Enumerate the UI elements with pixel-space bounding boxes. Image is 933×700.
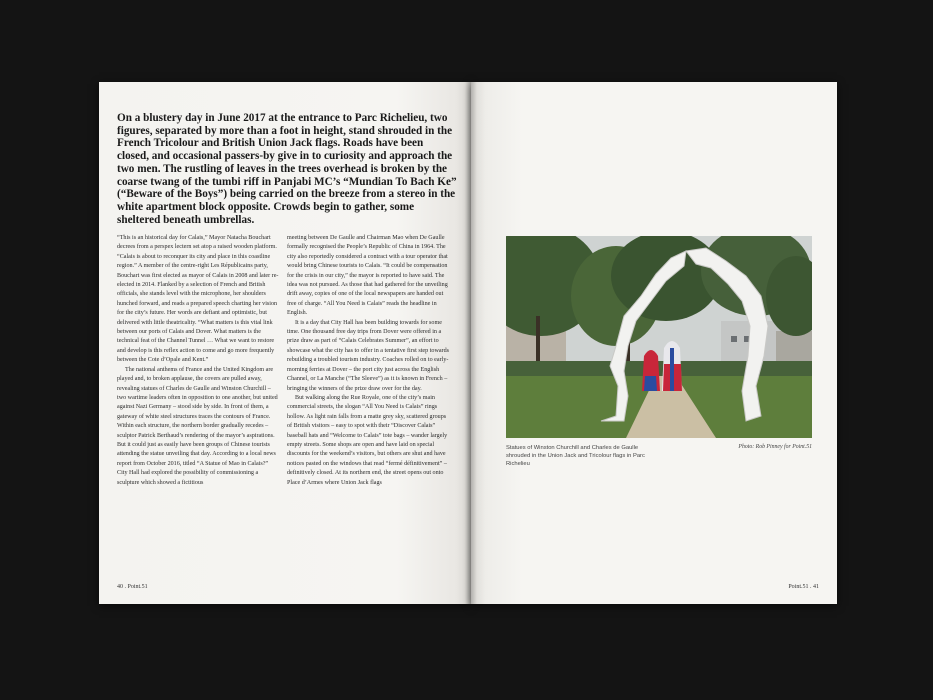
page-number-right: Point.51 . 41 [788, 584, 819, 590]
right-page [471, 82, 837, 604]
lede-paragraph: On a blustery day in June 2017 at the entrance to Parc Richelieu, two figures, separated by more than a foot in height, stand shrouded in the French Tricolour and British Union Jack flags. Roads have been closed, and occasional passers-by give in to curiosity and approach the two men. The rustling of leaves in the trees overhead is broken by the coarse twang of the tumbi riff in Panjabi MC’s “Mundian To Bach Ke” (“Beware of the Boys”) being carried on the breeze from a stereo in the white apartment block opposite. Crowds begin to gather, some sheltered beneath umbrellas. [117, 112, 457, 226]
statue-photo [506, 236, 812, 438]
text-column-1 [117, 234, 279, 488]
body-paragraph: “This is an historical day for Calais,” Mayor Natacha Bouchart decrees from a perspex lectern set atop a raised wooden platform. “Calais is about to reconquer its city and place in this coastline region.” A member of the centre-right Les Républicains party, Bouchart was first elected as mayor of Calais in 2008 and later re-elected in 2014. Flanked by a selection of French and British officials, she stands level with the microphone, her shoulders hunched forward, and reads a prepared speech charting her vision for the city’s future. Her words are defiant and optimistic, but delivered with little theatricality. “What matters is this vital link between our ports of Calais and Dover. What matters is the technical feat of the Channel Tunnel … What we want to restore and develop is this reflex action to come and go more frequently between the Cote d’Opale and Kent.” [117, 235, 279, 364]
magazine-spread [99, 82, 837, 604]
body-paragraph: It is a day that City Hall has been building towards for some time. One thousand free day trips from Dover were offered in a prize draw as part of “Calais Celebrates Summer”, an effort to showcase what the city has to offer in a tentative first step towards rebuilding a troubled tourism industry. Coaches rolled on to early-morning ferries at Dover – the port city just across the English Channel, or La Manche (“The Sleeve”) as it is known in French – bringing the winners of the prize draw over for the day. [287, 319, 450, 392]
spine-gutter [465, 82, 477, 604]
photo-caption: Statues of Winston Churchill and Charles de Gaulle shrouded in the Union Jack and Tricolour flags in Parc Richelieu [506, 445, 645, 467]
body-paragraph: The national anthems of France and the United Kingdom are played and, to broken applause, the covers are pulled away, revealing statues of Charles de Gaulle and Winston Churchill – two wartime leaders often in opposition to one another, but united against Nazi Germany – stood side by side. In front of them, a gateway of white steel structures traces the contours of France. Within each structure, the northern border gradually recedes – sculptor Patrick Berthaud’s rendering of the mayor’s aspirations. But it could just as easily have been groups of Chinese tourists attending the statue unveiling that day. According to a local news report from October 2016, titled “A Statue of Mao in Calais?” City Hall had explored the possibility of commissioning a sculpture which showed a fictitious [117, 366, 278, 486]
photo-credit: Photo: Rob Pinney for Point.51 [738, 444, 812, 450]
body-paragraph: But walking along the Rue Royale, one of the city’s main commercial streets, the slogan “All You Need is Calais” rings hollow. As light rain falls from a matte grey sky, scattered groups of British visitors – easy to spot with their “Discover Calais” baseball hats and “Welcome to Calais” tote bags – wander largely empty streets. Some shops are open and have laid on special discounts for the weekend’s visitors, but others are shut and have notices pasted on the windows that read “fermé définitivement” – definitively closed. At its northern end, the street opens out onto Place d’Armes where Union Jack flags [287, 394, 448, 486]
page-number-left: 40 . Point.51 [117, 584, 148, 590]
body-paragraph: meeting between De Gaulle and Chairman Mao when De Gaulle formally recognised the People’s Republic of China in 1964. The city also reportedly considered a contract with a tour operator that would bring Chinese tourists to Calais. “It could be compensation for the crisis in our city,” the mayor is reported to have said. The idea was not pursued. As those that had gathered for the unveiling drift away, copies of one of the local newspapers are handed out free of charge. “All You Need is Calais” reads the headline in English. [287, 235, 448, 317]
text-column-2 [287, 234, 449, 488]
left-page [99, 82, 471, 604]
